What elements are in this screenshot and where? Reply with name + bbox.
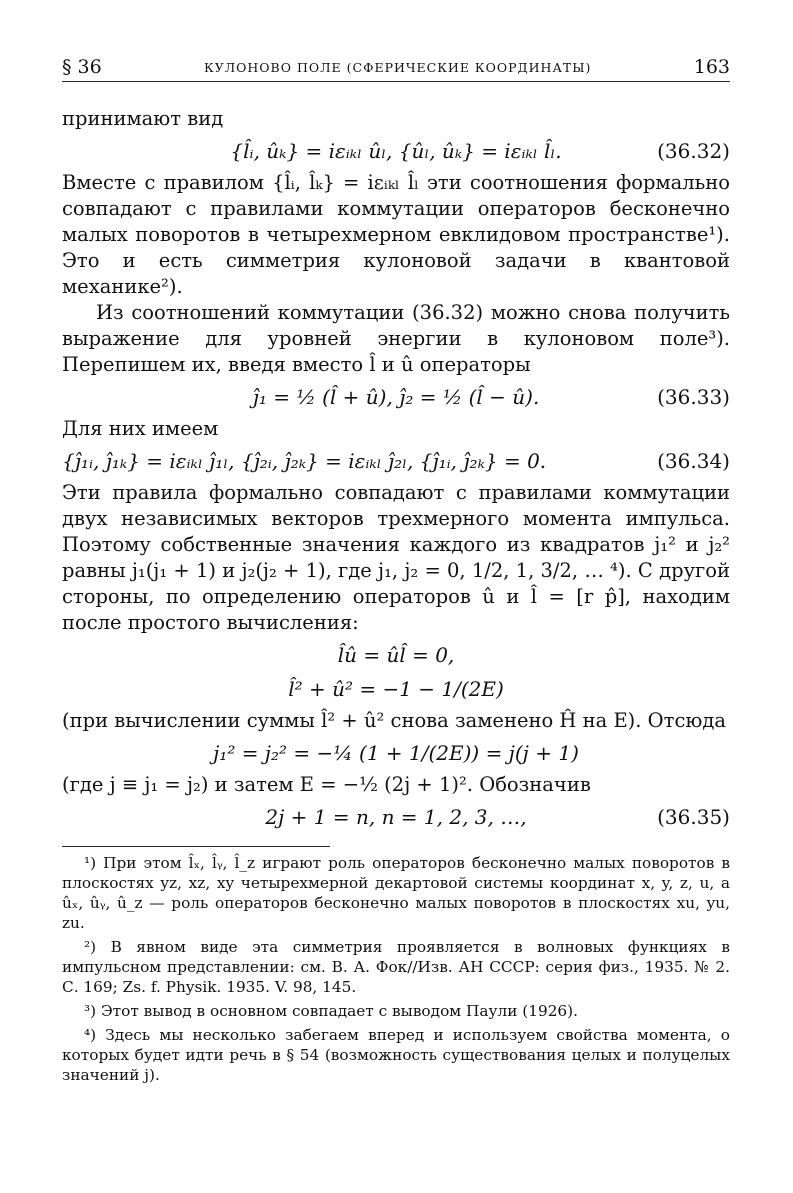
paragraph: (где j ≡ j₁ = j₂) и затем E = −½ (2j + 1)². Обозначив [62,773,591,796]
equation-36-33 [62,382,730,412]
footnote: ¹) При этом l̂ₓ, l̂ᵧ, l̂_z играют роль операторов бесконечно малых поворотов в плоскостях yz, xz, xy четырехмерной декартовой системы координат x, y, z, u, а ûₓ, ûᵧ, û_z — роль операторов бесконечно малых поворотов в плоскостях xu, yu, zu. [62,854,730,932]
footnotes [62,853,730,1085]
equation-36-34 [62,446,730,476]
page-number: 163 [693,56,730,78]
equation-36-32 [62,136,730,166]
equation-number: (36.33) [657,385,730,409]
equation-body: {ĵ₁ᵢ, ĵ₁ₖ} = iεᵢₖₗ ĵ₁ₗ, {ĵ₂ᵢ, ĵ₂ₖ} = iεᵢₖₗ ĵ₂ₗ, {ĵ₁ᵢ, ĵ₂ₖ} = 0. [62,449,547,473]
footnote-rule [62,846,330,847]
footnote: ²) В явном виде эта симметрия проявляется в волновых функциях в импульсном представлении: см. В. А. Фок//Изв. АН СССР: серия физ., 1935. № 2. С. 169; Zs. f. Physik. 1935. V. 98, 145. [62,938,730,996]
equation-j-squared [62,738,730,768]
equation-body: j₁² = j₂² = −¼ (1 + 1/(2E)) = j(j + 1) [213,741,579,765]
equation-body: {l̂ᵢ, ûₖ} = iεᵢₖₗ ûₗ, {ûₗ, ûₖ} = iεᵢₖₗ l̂ₗ. [230,139,562,163]
equation-36-35 [62,802,730,832]
paragraph: Вместе с правилом {l̂ᵢ, l̂ₖ} = iεᵢₖₗ l̂ₗ эти соотношения формально совпадают с правилами коммутации операторов бесконечно малых поворотов в четырехмерном евклидовом пространстве¹). Это и есть симметрия кулоновой задачи в квантовой механике²). [62,171,730,298]
equation-sum-squares [62,674,730,704]
footnote: ⁴) Здесь мы несколько забегаем вперед и используем свойства момента, о которых будет идти речь в § 54 (возможность существования целых и полуцелых значений j). [62,1026,730,1084]
paragraph: (при вычислении суммы l̂² + û² снова заменено Ĥ на E). Отсюда [62,709,726,732]
paragraph: Из соотношений коммутации (36.32) можно снова получить выражение для уровней энергии в кулоновом поле³). Перепишем их, введя вместо l̂ и û операторы [62,301,730,376]
equation-number: (36.34) [657,449,730,473]
paragraph: Эти правила формально совпадают с правилами коммутации двух независимых векторов трехмерного момента импульса. Поэтому собственные значения каждого из квадратов j₁² и j₂² равны j₁(j₁ + 1) и j₂(j₂ + 1), где j₁, j₂ = 0, 1/2, 1, 3/2, … ⁴). С другой стороны, по определению операторов û и l̂ = [r p̂], находим после простого вычисления: [62,481,730,634]
running-head [62,50,730,82]
equation-lu [62,640,730,670]
equation-number: (36.32) [657,139,730,163]
page [62,50,730,1089]
paragraph: принимают вид [62,107,224,130]
running-title: КУЛОНОВО ПОЛЕ (СФЕРИЧЕСКИЕ КООРДИНАТЫ) [204,60,592,75]
equation-number: (36.35) [657,805,730,829]
equation-body: 2j + 1 = n, n = 1, 2, 3, …, [265,805,527,829]
section-number: § 36 [62,56,102,78]
equation-body: l̂² + û² = −1 − 1/(2E) [288,677,504,701]
equation-body: ĵ₁ = ½ (l̂ + û), ĵ₂ = ½ (l̂ − û). [252,385,540,409]
paragraph: Для них имеем [62,417,219,440]
main-text [62,106,730,832]
equation-body: l̂û = ûl̂ = 0, [337,643,455,667]
footnote: ³) Этот вывод в основном совпадает с выводом Паули (1926). [84,1002,578,1020]
